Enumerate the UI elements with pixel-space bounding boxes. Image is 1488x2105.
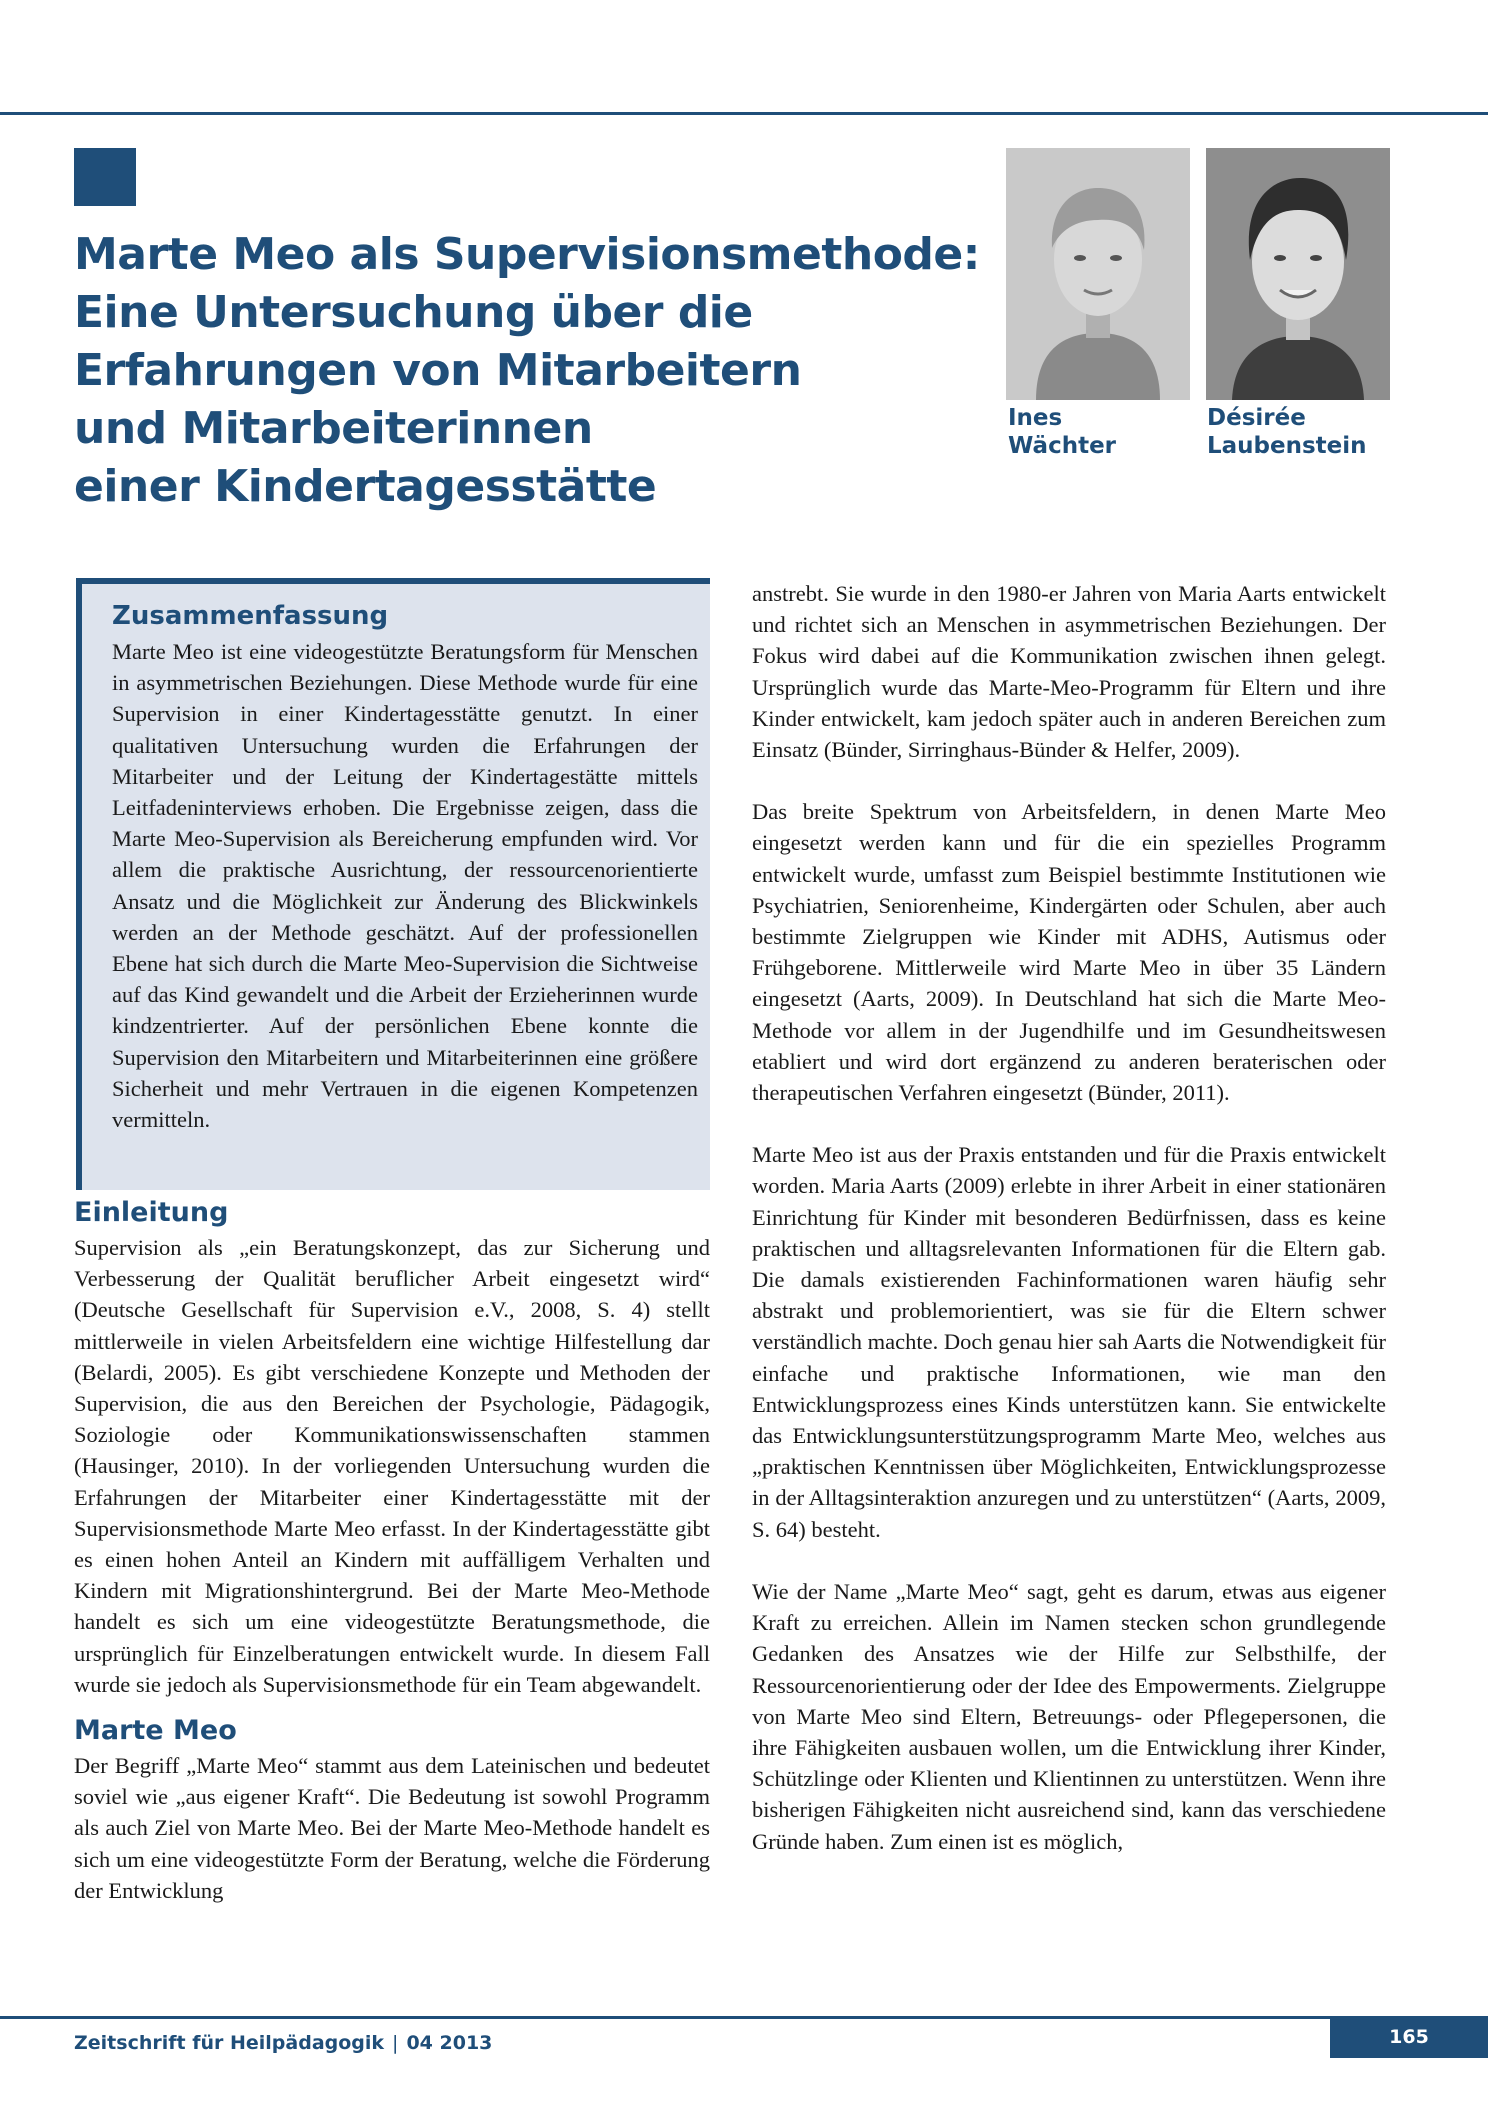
right-column bbox=[752, 578, 1386, 1888]
section-heading-einleitung: Einleitung bbox=[74, 1197, 229, 1228]
paragraph: Wie der Name „Marte Meo“ sagt, geht es darum, etwas aus eigener Kraft zu erreichen. Allein im Namen stecken schon grundlegende Gedanken des Ansatzes wie der Hilfe zur Selbsthilfe, der Ressourcenorientierung oder der Idee des Empowerments. Zielgruppe von Marte Meo sind Eltern, Betreuungs- oder Pflegepersonen, die ihre Fähigkeiten ausbauen wollen, um die Entwicklung ihrer Kinder, Schützlinge oder Klienten und Klientinnen zu unterstützen. Wenn ihre bisherigen Fähigkeiten nicht ausreichend sind, kann das verschiedene Gründe haben. Zum einen ist es möglich, bbox=[752, 1578, 1386, 1854]
author-last-name: Wächter bbox=[1008, 433, 1117, 459]
paragraph: anstrebt. Sie wurde in den 1980-er Jahren von Maria Aarts entwickelt und richtet sich an Menschen in asymmetrischen Beziehungen. Der Fokus wird dabei auf die Kommunikation zwischen ihnen gelegt. Ursprünglich wurde das Marte-Meo-Programm für Eltern und ihre Kinder entwickelt, kam jedoch später auch in anderen Bereichen zum Einsatz (Bünder, Sirringhaus-Bünder & Helfer, 2009). bbox=[752, 581, 1386, 763]
section-text-marte-meo: Der Begriff „Marte Meo“ stammt aus dem Lateinischen und bedeutet soviel wie „aus eigener Kraft“. Die Bedeutung ist sowohl Programm als auch Ziel von Marte Meo. Bei der Marte Meo-Methode handelt es sich um eine videogestützte Form der Beratung, welche die Förderung der Entwicklung bbox=[74, 1753, 710, 1903]
footer-rule bbox=[0, 2016, 1488, 2019]
author-photo-2 bbox=[1206, 148, 1390, 400]
abstract-text: Marte Meo ist eine videogestützte Beratungsform für Menschen in asymmetrischen Beziehungen. Diese Methode wurde für eine Supervision in einer Kindertagesstätte genutzt. In einer qualitativen Untersuchung wurden die Erfahrungen der Mitarbeiter und der Leitung der Kindertagestätte mittels Leitfadeninterviews erhoben. Die Ergebnisse zeigen, dass die Marte Meo-Supervision als Bereicherung empfunden wird. Vor allem die praktische Ausrichtung, der ressourcenorientierte Ansatz und die Möglichkeit zur Änderung des Blickwinkels werden an der Methode geschätzt. Auf der professionellen Ebene hat sich durch die Marte Meo-Supervision die Sichtweise auf das Kind gewandelt und die Arbeit der Erzieherinnen wurde kindzentrierter. Auf der persönlichen Ebene konnte die Supervision den Mitarbeitern und Mitarbeiterinnen eine größere Sicherheit und mehr Vertrauen in die eigenen Kompetenzen vermitteln. bbox=[112, 639, 698, 1133]
title-line: Marte Meo als Supervisionsmethode: bbox=[74, 229, 980, 280]
author-photo-1 bbox=[1006, 148, 1190, 400]
title-marker-square bbox=[74, 148, 136, 206]
title-line: Erfahrungen von Mitarbeitern bbox=[74, 345, 802, 396]
page-number: 165 bbox=[1330, 2016, 1488, 2058]
author-first-name: Désirée bbox=[1207, 405, 1306, 431]
author-name-1 bbox=[1008, 404, 1116, 460]
section-heading-marte-meo: Marte Meo bbox=[74, 1715, 237, 1747]
title-line: einer Kindertagesstätte bbox=[74, 461, 657, 512]
section-text-einleitung: Supervision als „ein Beratungskonzept, das zur Sicherung und Verbesserung der Qualität beruflicher Arbeit eingesetzt wird“ (Deutsche Gesellschaft für Supervision e.V., 2008, S. 4) stellt mittlerweile in vielen Arbeitsfeldern eine wichtige Hilfestellung dar (Belardi, 2005). Es gibt verschiedene Konzepte und Methoden der Supervision, die aus den Bereichen der Psychologie, Pädagogik, Soziologie oder Kommunikationswissenschaften stammen (Hausinger, 2010). In der vorliegenden Untersuchung wurden die Erfahrungen der Mitarbeiter einer Kindertagesstätte mit der Supervisionsmethode Marte Meo erfasst. In der Kindertagesstätte gibt es einen hohen Anteil an Kindern mit auffälligem Verhalten und Kindern mit Migrationshintergrund. Bei der Marte Meo-Methode handelt es sich um eine videogestützte Beratungsmethode, die ursprünglich für Einzelberatungen entwickelt wurde. In diesem Fall wurde sie jedoch als Supervisionsmethode für ein Team abgewandelt. bbox=[74, 1235, 710, 1697]
article-title bbox=[74, 226, 994, 516]
footer-separator: | bbox=[392, 2032, 399, 2054]
author-name-2 bbox=[1207, 404, 1367, 460]
paragraph: Das breite Spektrum von Arbeitsfeldern, in denen Marte Meo eingesetzt werden kann und für die ein spezielles Programm entwickelt wurde, umfasst zum Beispiel bestimmte Institutionen wie Psychiatrien, Seniorenheime, Kindergärten oder Schulen, aber auch bestimmte Zielgruppen wie Kinder mit ADHS, Autismus oder Frühgeborene. Mittlerweile wird Marte Meo in über 35 Ländern eingesetzt (Aarts, 2009). In Deutschland hat sich die Marte Meo-Methode vor allem in der Jugendhilfe und im Gesundheitswesen etabliert und wird dort ergänzend zu anderen beraterischen oder therapeutischen Verfahren eingesetzt (Bünder, 2011). bbox=[752, 799, 1386, 1106]
journal-issue: 04 2013 bbox=[406, 2032, 493, 2054]
journal-name: Zeitschrift für Heilpädagogik bbox=[74, 2032, 385, 2054]
author-first-name: Ines bbox=[1008, 405, 1063, 431]
abstract-box bbox=[76, 578, 710, 1190]
portrait-icon bbox=[1206, 148, 1390, 400]
top-rule bbox=[0, 112, 1488, 115]
left-column bbox=[74, 1196, 710, 1906]
paragraph: Marte Meo ist aus der Praxis entstanden und für die Praxis entwickelt worden. Maria Aarts (2009) erlebte in ihrer Arbeit in einer stationären Einrichtung für Kinder mit besonderen Bedürfnissen, dass es keine praktischen und alltagsrelevanten Informationen für die Eltern gab. Die damals existierenden Fachinformationen waren häufig sehr abstrakt und problemorientiert, was sie für die Eltern schwer verständlich machte. Doch genau hier sah Aarts die Notwendigkeit für einfache und praktische Informationen, wie man den Entwicklungsprozess eines Kinds unterstützen kann. Sie entwickelte das Entwicklungsunterstützungsprogramm Marte Meo, welches aus „praktischen Kenntnissen über Möglichkeiten, Entwicklungsprozesse in der Alltagsinteraktion anzuregen und zu unterstützen“ (Aarts, 2009, S. 64) besteht. bbox=[752, 1142, 1386, 1542]
title-line: und Mitarbeiterinnen bbox=[74, 403, 593, 454]
portrait-icon bbox=[1006, 148, 1190, 400]
abstract-heading: Zusammenfassung bbox=[112, 601, 389, 631]
author-last-name: Laubenstein bbox=[1207, 433, 1367, 459]
journal-footer bbox=[74, 2030, 492, 2056]
title-line: Eine Untersuchung über die bbox=[74, 287, 753, 338]
